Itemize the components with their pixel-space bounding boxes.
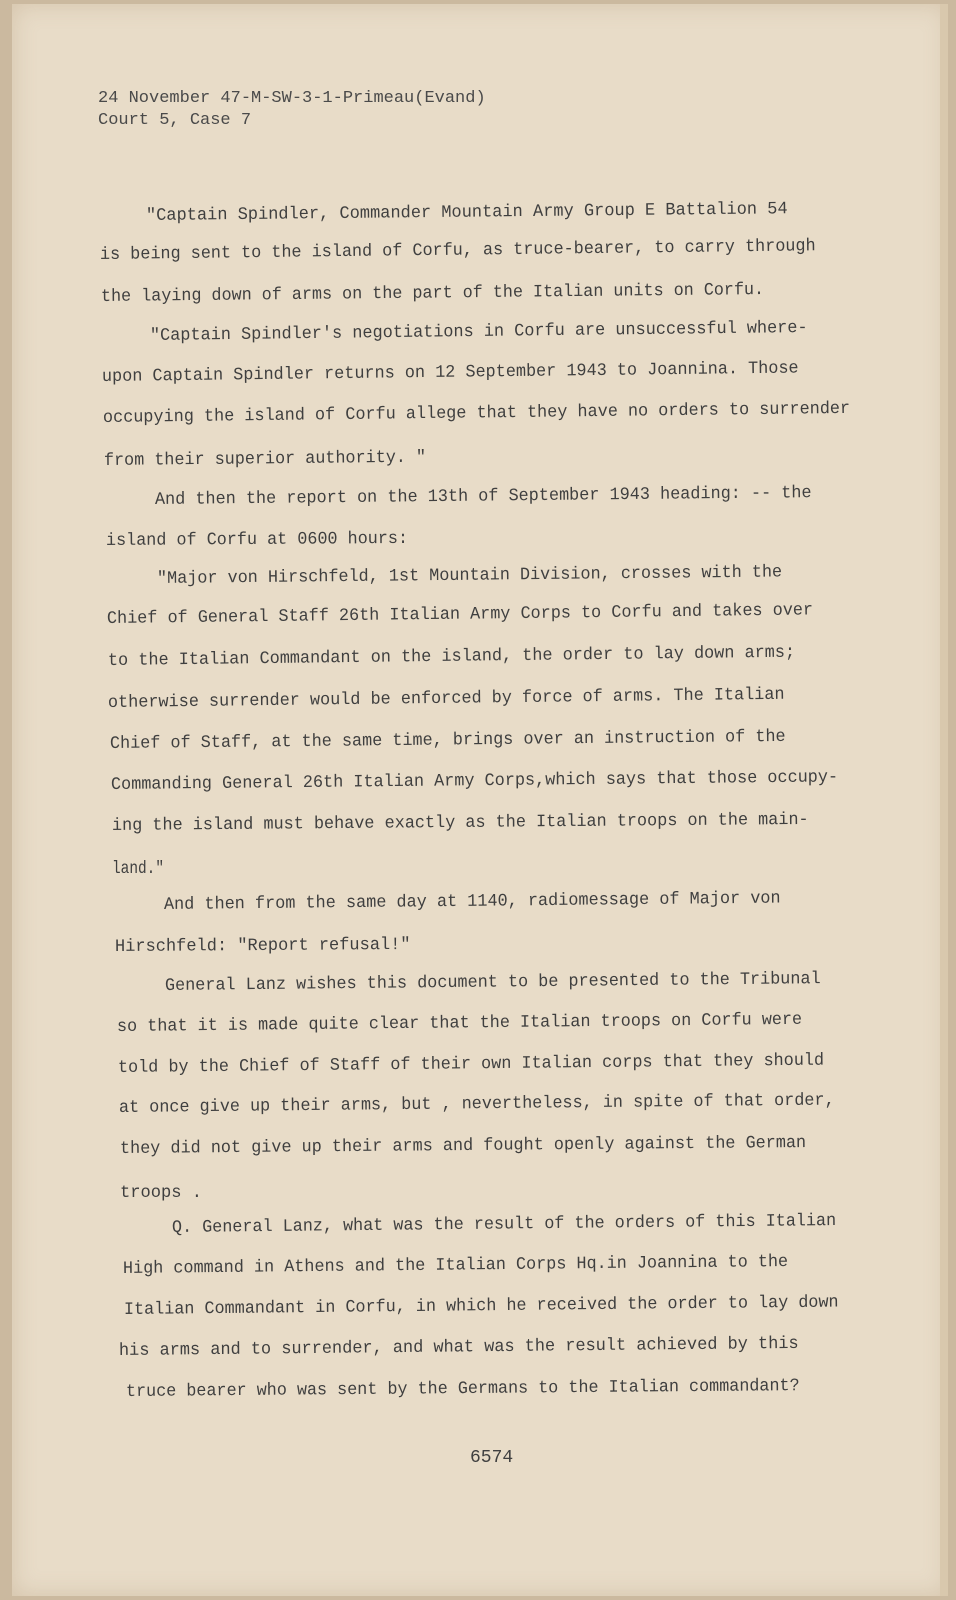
text-line: truce bearer who was sent by the Germans to the Italian commandant? <box>125 1376 800 1402</box>
text-line: so that it is made quite clear that the Italian troops on Corfu were <box>116 1009 803 1037</box>
text-line: told by the Chief of Staff of their own Italian corps that they should <box>117 1050 825 1078</box>
text-line: Italian Commandant in Corfu, in which he received the order to lay down <box>123 1292 839 1320</box>
text-line: "Captain Spindler, Commander Mountain Army Group E Battalion 54 <box>145 199 788 226</box>
page-number: 6574 <box>470 1448 514 1468</box>
text-line: "Captain Spindler's negotiations in Corfu are unsuccessful where- <box>149 317 808 346</box>
text-line: Chief of General Staff 26th Italian Army Corps to Corfu and takes over <box>106 600 814 629</box>
text-line: High command in Athens and the Italian Corps Hq.in Joannina to the <box>122 1252 789 1279</box>
document-header <box>98 88 486 132</box>
page-edge-shading <box>940 4 948 1596</box>
text-line: to the Italian Commandant on the island, the order to lay down arms; <box>107 642 796 671</box>
text-line: Chief of Staff, at the same time, brings over an instruction of the <box>109 726 786 754</box>
text-line: upon Captain Spindler returns on 12 September 1943 to Joannina. Those <box>101 358 799 387</box>
text-line: is being sent to the island of Corfu, as truce-bearer, to carry through <box>99 236 816 265</box>
text-line: And then the report on the 13th of September 1943 heading: -- the <box>154 483 812 510</box>
text-line: "Major von Hirschfeld, 1st Mountain Division, crosses with the <box>156 562 783 589</box>
text-line: his arms and to surrender, and what was the result achieved by this <box>118 1333 799 1361</box>
text-line: island of Corfu at 0600 hours: <box>105 528 409 551</box>
text-line: they did not give up their arms and fought openly against the German <box>119 1133 807 1159</box>
text-line: land." <box>112 859 165 879</box>
text-line: ing the island must behave exactly as the Italian troops on the main- <box>111 809 809 836</box>
text-line: from their superior authority. " <box>103 447 427 471</box>
text-line: And then from the same day at 1140, radiomessage of Major von <box>163 888 781 915</box>
text-line: otherwise surrender would be enforced by force of arms. The Italian <box>107 684 785 713</box>
header-line-date-reference: 24 November 47-M-SW-3-1-Primeau(Evand) <box>98 89 486 108</box>
text-line: Q. General Lanz, what was the result of the orders of this Italian <box>171 1211 837 1238</box>
text-line: Hirschfeld: "Report refusal!" <box>114 934 411 957</box>
text-line: at once give up their arms, but , nevertheless, in spite of that order, <box>118 1090 835 1118</box>
text-line: the laying down of arms on the part of the Italian units on Corfu. <box>100 280 765 307</box>
text-line: General Lanz wishes this document to be presented to the Tribunal <box>164 969 821 996</box>
text-line: occupying the island of Corfu allege that they have no orders to surrender <box>102 398 851 428</box>
text-line: troops . <box>120 1183 203 1203</box>
text-line: Commanding General 26th Italian Army Corps,which says that those occupy- <box>110 767 839 795</box>
header-line-court-case: Court 5, Case 7 <box>98 111 252 130</box>
